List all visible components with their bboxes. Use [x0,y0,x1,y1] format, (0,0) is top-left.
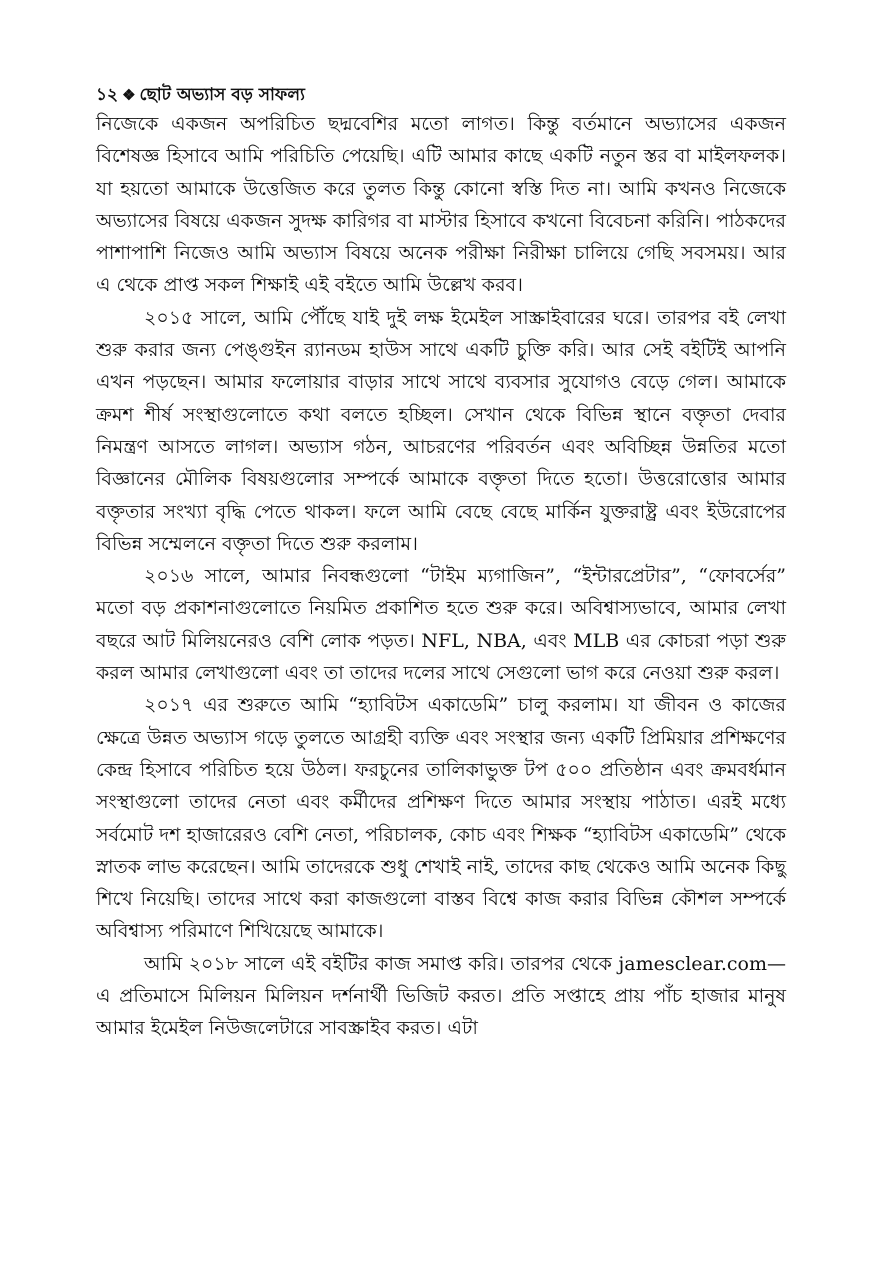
paragraph-2017: ২০১৭ এর শুরুতে আমি “হ্যাবিটস একাডেমি” চালু করলাম। যা জীবন ও কাজের ক্ষেত্রে উন্নত অভ্যাস গড়ে তুলতে আগ্রহী ব্যক্তি এবং সংস্থার জন্য একটি প্রিমিয়ার প্রশিক্ষণের কেন্দ্র হিসাবে পরিচিত হয়ে উঠল। ফরচুনের তালিকাভুক্ত টপ ৫০০ প্রতিষ্ঠান এবং ক্রমবর্ধমান সংস্থাগুলো তাদের নেতা এবং কর্মীদের প্রশিক্ষণ দিতে আমার সংস্থায় পাঠাত। এরই মধ্যে সর্বমোট দশ হাজারেরও বেশি নেতা, পরিচালক, কোচ এবং শিক্ষক “হ্যাবিটস একাডেমি” থেকে স্নাতক লাভ করেছেন। আমি তাদেরকে শুধু শেখাই নাই, তাদের কাছ থেকেও আমি অনেক কিছু শিখে নিয়েছি। তাদের সাথে করা কাজগুলো বাস্তব বিশ্বে কাজ করার বিভিন্ন কৌশল সম্পর্কে অবিশ্বাস্য পরিমাণে শিখিয়েছে আমাকে। [96,694,786,943]
book-page [96,84,786,1045]
paragraph-2015: ২০১৫ সালে, আমি পৌঁছে যাই দুই লক্ষ ইমেইল সাস্ক্রাইবারের ঘরে। তারপর বই লেখা শুরু করার জন্য পেঙ্গুইন র‍্যানডম হাউস সাথে একটি চুক্তি করি। আর সেই বইটিই আপনি এখন পড়ছেন। আমার ফলোয়ার বাড়ার সাথে সাথে ব্যবসার সুযোগও বেড়ে গেল। আমাকে ক্রমশ শীর্ষ সংস্থাগুলোতে কথা বলতে হচ্ছিল। সেখান থেকে বিভিন্ন স্থানে বক্তৃতা দেবার নিমন্ত্রণ আসতে লাগল। অভ্যাস গঠন, আচরণের পরিবর্তন এবং অবিচ্ছিন্ন উন্নতির মতো বিজ্ঞানের মৌলিক বিষয়গুলোর সম্পর্কে আমাকে বক্তৃতা দিতে হতো। উত্তরোত্তোর আমার বক্তৃতার সংখ্যা বৃদ্ধি পেতে থাকল। ফলে আমি বেছে বেছে মার্কিন যুক্তরাষ্ট্র এবং ইউরোপের বিভিন্ন সম্মেলনে বক্তৃতা দিতে শুরু করলাম। [96,306,786,555]
book-title: ছোট অভ্যাস বড় সাফল্য [139,85,305,105]
paragraph-2018: আমি ২০১৮ সালে এই বইটির কাজ সমাপ্ত করি। তারপর থেকে jamesclear.com—এ প্রতিমাসে মিলিয়ন মিলিয়ন দর্শনার্থী ভিজিট করত। প্রতি সপ্তাহে প্রায় পাঁচ হাজার মানুষ আমার ইমেইল নিউজলেটারে সাবস্ক্রাইব করত। এটা [96,952,786,1040]
page-number: ১২ [96,85,119,105]
running-header [96,84,786,108]
paragraph-continued: নিজেকে একজন অপরিচিত ছদ্মবেশির মতো লাগত। কিন্তু বর্তমানে অভ্যাসের একজন বিশেষজ্ঞ হিসাবে আমি পরিচিতি পেয়েছি। এটি আমার কাছে একটি নতুন স্তর বা মাইলফলক। যা হয়তো আমাকে উত্তেজিত করে তুলত কিন্তু কোনো স্বস্তি দিত না। আমি কখনও নিজেকে অভ্যাসের বিষয়ে একজন সুদক্ষ কারিগর বা মাস্টার হিসাবে কখনো বিবেচনা করিনি। পাঠকদের পাশাপাশি নিজেও আমি অভ্যাস বিষয়ে অনেক পরীক্ষা নিরীক্ষা চালিয়ে গেছি সবসময়। আর এ থেকে প্রাপ্ত সকল শিক্ষাই এই বইতে আমি উল্লেখ করব। [96,113,786,297]
diamond-ornament-icon: ❖ [122,86,136,104]
paragraph-2016: ২০১৬ সালে, আমার নিবন্ধগুলো “টাইম ম্যগাজিন”, “ইন্টারপ্রেটার”, “ফোবর্সের” মতো বড় প্রকাশনাগুলোতে নিয়মিত প্রকাশিত হতে শুরু করে। অবিশ্বাস্যভাবে, আমার লেখা বছরে আট মিলিয়নেরও বেশি লোক পড়ত। NFL, NBA, এবং MLB এর কোচরা পড়া শুরু করল আমার লেখাগুলো এবং তা তাদের দলের সাথে সেগুলো ভাগ করে নেওয়া শুরু করল। [96,565,786,685]
